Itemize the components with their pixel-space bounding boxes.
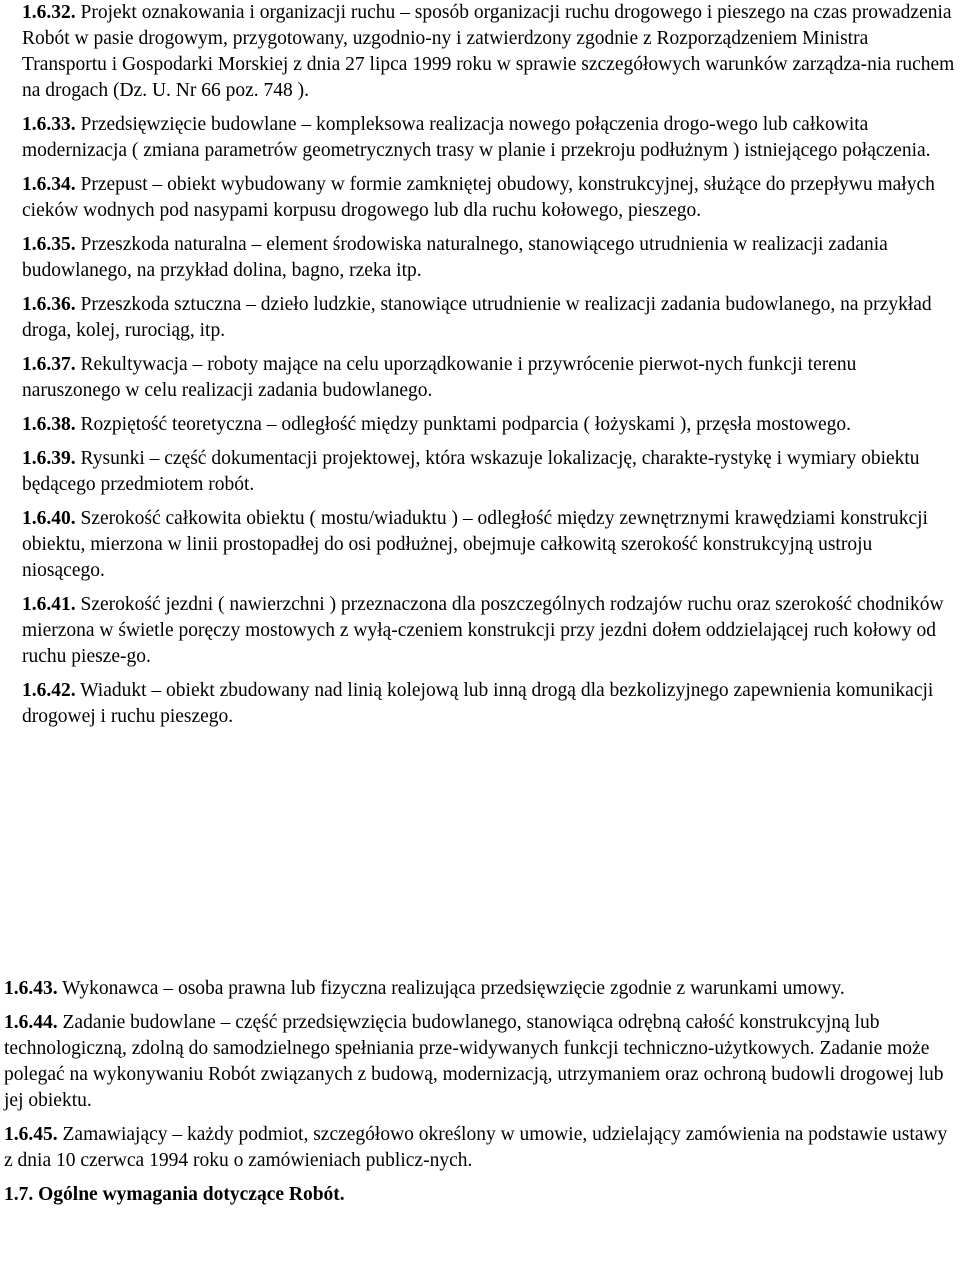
definition-number: 1.6.45. bbox=[4, 1124, 58, 1145]
definition-1-6-42 bbox=[22, 678, 956, 730]
definition-1-6-43 bbox=[4, 976, 956, 1002]
definition-number: 1.6.40. bbox=[22, 508, 76, 529]
definition-text: Projekt oznakowania i organizacji ruchu – sposób organizacji ruchu drogowego i pieszego na czas prowadzenia Robót w pasie drogowym, przygotowany, uzgodnio-ny i zatwierdzony zgodnie z Rozporządzeniem Ministra Transportu i Gospodarki Morskiej z dnia 27 lipca 1999 roku w sprawie szczegółowych warunków zarządza-nia ruchem na drogach (Dz. U. Nr 66 poz. 748 ). bbox=[22, 2, 955, 101]
definition-text: Szerokość jezdni ( nawierzchni ) przeznaczona dla poszczególnych rodzajów ruchu oraz szerokość chodników mierzona w świetle poręczy mostowych z wyłą-czeniem konstrukcji przy jezdni dołem oddzielającej ruch kołowy od ruchu piesze-go. bbox=[22, 594, 944, 667]
section-heading: 1.7. Ogólne wymagania dotyczące Robót. bbox=[4, 1184, 345, 1205]
definition-text: Przeszkoda sztuczna – dzieło ludzkie, stanowiące utrudnienie w realizacji zadania budowlanego, na przykład droga, kolej, rurociąg, itp. bbox=[22, 294, 932, 341]
definition-text: Wiadukt – obiekt zbudowany nad linią kolejową lub inną drogą dla bezkolizyjnego zapewnienia komunikacji drogowej i ruchu pieszego. bbox=[22, 680, 934, 727]
definition-number: 1.6.35. bbox=[22, 234, 76, 255]
definition-text: Rysunki – część dokumentacji projektowej, która wskazuje lokalizację, charakte-rystykę i wymiary obiektu będącego przedmiotem robót. bbox=[22, 448, 920, 495]
definition-number: 1.6.32. bbox=[22, 2, 76, 23]
definition-1-6-37 bbox=[22, 352, 956, 404]
definition-text: Zamawiający – każdy podmiot, szczegółowo określony w umowie, udzielający zamówienia na podstawie ustawy z dnia 10 czerwca 1994 roku o zamówieniach publicz-nych. bbox=[4, 1124, 948, 1171]
definition-1-6-40 bbox=[22, 506, 956, 584]
definition-text: Szerokość całkowita obiektu ( mostu/wiaduktu ) – odległość między zewnętrznymi krawędziami konstrukcji obiektu, mierzona w linii prostopadłej do osi podłużnej, obejmuje całkowitą szerokość konstrukcyjną ustroju niosącego. bbox=[22, 508, 928, 581]
definition-number: 1.6.38. bbox=[22, 414, 76, 435]
definitions-block-upper bbox=[22, 0, 956, 738]
definition-number: 1.6.39. bbox=[22, 448, 76, 469]
definition-number: 1.6.34. bbox=[22, 174, 76, 195]
definition-1-6-44 bbox=[4, 1010, 956, 1114]
definition-number: 1.6.44. bbox=[4, 1012, 58, 1033]
definition-1-6-36 bbox=[22, 292, 956, 344]
definition-1-6-34 bbox=[22, 172, 956, 224]
definition-1-6-38 bbox=[22, 412, 956, 438]
definition-number: 1.6.43. bbox=[4, 978, 58, 999]
definition-1-6-39 bbox=[22, 446, 956, 498]
definition-1-6-41 bbox=[22, 592, 956, 670]
definition-1-6-32 bbox=[22, 0, 956, 104]
definition-number: 1.6.33. bbox=[22, 114, 76, 135]
definition-number: 1.6.42. bbox=[22, 680, 76, 701]
definition-1-6-33 bbox=[22, 112, 956, 164]
definition-text: Rekultywacja – roboty mające na celu uporządkowanie i przywrócenie pierwot-nych funkcji terenu naruszonego w celu realizacji zadania budowlanego. bbox=[22, 354, 857, 401]
definition-1-6-35 bbox=[22, 232, 956, 284]
definition-number: 1.6.37. bbox=[22, 354, 76, 375]
definition-text: Rozpiętość teoretyczna – odległość między punktami podparcia ( łożyskami ), przęsła mostowego. bbox=[80, 414, 852, 435]
definition-number: 1.6.41. bbox=[22, 594, 76, 615]
definition-text: Przeszkoda naturalna – element środowiska naturalnego, stanowiącego utrudnienia w realizacji zadania budowlanego, na przykład dolina, bagno, rzeka itp. bbox=[22, 234, 888, 281]
definition-text: Przepust – obiekt wybudowany w formie zamkniętej obudowy, konstrukcyjnej, służące do przepływu małych cieków wodnych pod nasypami korpusu drogowego lub dla ruchu kołowego, pieszego. bbox=[22, 174, 935, 221]
definition-text: Wykonawca – osoba prawna lub fizyczna realizująca przedsięwzięcie zgodnie z warunkami umowy. bbox=[62, 978, 845, 999]
definition-number: 1.6.36. bbox=[22, 294, 76, 315]
definition-1-6-45 bbox=[4, 1122, 956, 1174]
definition-text: Przedsięwzięcie budowlane – kompleksowa realizacja nowego połączenia drogo-wego lub całkowita modernizacja ( zmiana parametrów geometrycznych trasy w planie i przekroju podłużnym ) istniejącego połączenia. bbox=[22, 114, 931, 161]
definition-text: Zadanie budowlane – część przedsięwzięcia budowlanego, stanowiąca odrębną całość konstrukcyjną lub technologiczną, zdolną do samodzielnego spełniania prze-widywanych funkcji techniczno-użytkowych. Zadanie może polegać na wykonywaniu Robót związanych z budową, modernizacją, utrzymaniem oraz ochroną budowli drogowej lub jej obiektu. bbox=[4, 1012, 944, 1111]
definitions-block-lower bbox=[4, 976, 956, 1208]
